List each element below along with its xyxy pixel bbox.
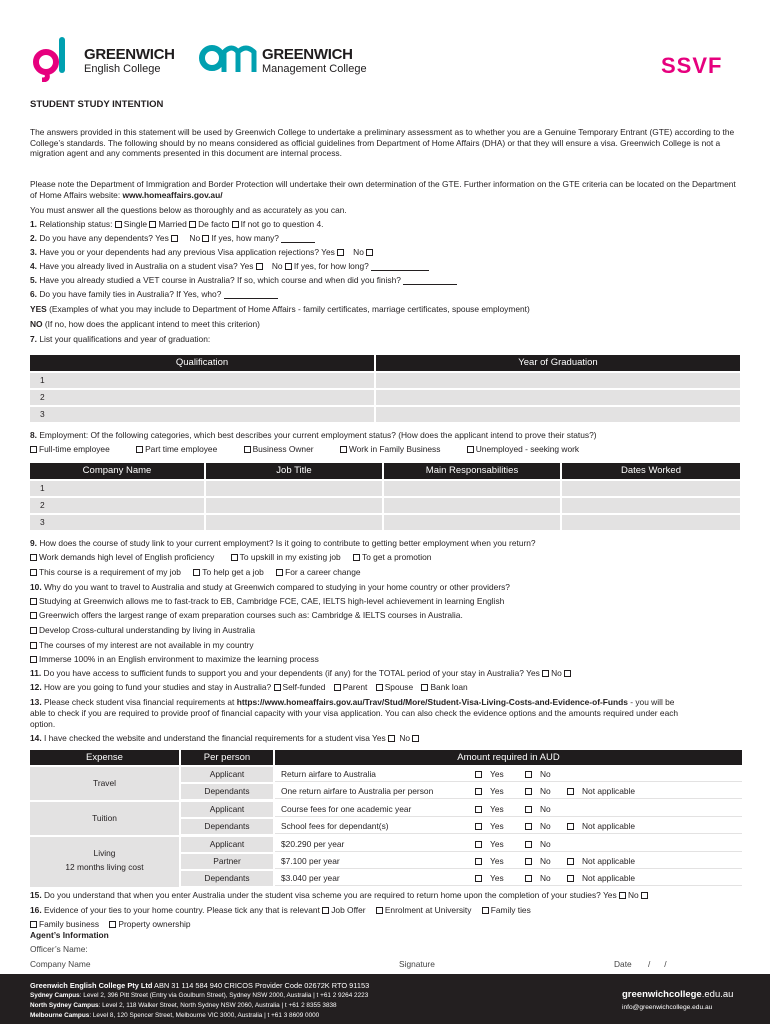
per-person-cell: Applicant (181, 802, 273, 817)
checkbox-yes-option[interactable] (475, 767, 504, 782)
note-text: Please note the Department of Immigration and Border Protection will undertake their own determination of the GTE. Further information on the GTE criteria can be located on the Department of Home Affairs website: (30, 179, 736, 200)
checkbox-no[interactable] (525, 841, 532, 848)
table-row[interactable]: 3 (30, 515, 204, 530)
amount-desc: One return airfare to Australia per person (281, 786, 434, 796)
checkbox-no-label: No (540, 786, 551, 796)
checkbox-promotion[interactable] (353, 554, 360, 561)
table-row[interactable]: 1 (30, 373, 374, 388)
checkbox-family-business-tie[interactable] (30, 921, 37, 928)
question-2: 2. Do you have any dependents? Yes No If yes, how many? (30, 233, 315, 244)
question-9: 9. How does the course of study link to your current employment? Is it going to contribute to getting better employment when you return? (30, 538, 536, 548)
q8-options: Full-time employee Part time employee Business Owner Work in Family Business Unemployed - seeking work (30, 444, 579, 455)
checkbox-no-option[interactable] (525, 802, 551, 817)
table-row[interactable]: 2 (30, 390, 374, 405)
checkbox-not-applicable-label: Not applicable (582, 856, 636, 866)
checkbox-not-applicable-label: Not applicable (582, 821, 636, 831)
checkbox-q4-no[interactable] (285, 263, 292, 270)
question-4: 4. Have you already lived in Australia on a student visa? Yes No If yes, for how long? (30, 261, 429, 272)
checkbox-job-offer[interactable] (322, 907, 329, 914)
checkbox-unemployed[interactable] (467, 446, 474, 453)
question-13-cont: able to check if you are required to provide proof of financial capacity with your visa application. You can also check the evidence options and the amounts required under each (30, 708, 679, 718)
q5-course-field[interactable] (403, 277, 457, 285)
q16-options-2: Family business Property ownership (30, 919, 191, 930)
checkbox-q11-no[interactable] (564, 670, 571, 677)
checkbox-spouse[interactable] (376, 684, 383, 691)
checkbox-q14-yes[interactable] (388, 735, 395, 742)
question-11: 11. Do you have access to sufficient funds to support you and your dependents (if any) for the TOTAL period of your stay in Australia? Yes No (30, 668, 573, 679)
per-person-cell: Applicant (181, 837, 273, 852)
checkbox-yes[interactable] (475, 841, 482, 848)
checkbox-not-applicable-option[interactable] (567, 819, 635, 834)
checkbox-no-option[interactable] (525, 767, 551, 782)
checkbox-no-label: No (540, 804, 551, 814)
checkbox-not-applicable[interactable] (567, 875, 574, 882)
checkbox-q2-no[interactable] (202, 235, 209, 242)
table-row[interactable]: 1 (30, 481, 204, 496)
q2-how-many-field[interactable] (281, 235, 315, 243)
checkbox-yes[interactable] (475, 788, 482, 795)
checkbox-bank-loan[interactable] (421, 684, 428, 691)
checkbox-q15-no[interactable] (641, 892, 648, 899)
checkbox-not-applicable-option[interactable] (567, 871, 635, 886)
logo-greenwich-english (32, 36, 192, 86)
checkbox-yes-label: Yes (490, 804, 504, 814)
financial-requirements-link[interactable]: https://www.homeaffairs.gov.au/Trav/Stud/More/Student-Visa-Living-Costs-and-Evidence-of-Funds (236, 697, 628, 707)
checkbox-yes[interactable] (475, 858, 482, 865)
checkbox-requirement[interactable] (30, 569, 37, 576)
amount-row (275, 784, 742, 799)
checkbox-yes-option[interactable] (475, 784, 504, 799)
checkbox-not-applicable-option[interactable] (567, 854, 635, 869)
q10-option-4: The courses of my interest are not available in my country (30, 640, 254, 651)
checkbox-no[interactable] (525, 806, 532, 813)
checkbox-parent[interactable] (334, 684, 341, 691)
checkbox-no-option[interactable] (525, 819, 551, 834)
checkbox-yes-option[interactable] (475, 802, 504, 817)
checkbox-no-label: No (540, 839, 551, 849)
checkbox-not-applicable-label: Not applicable (582, 873, 636, 883)
logo1-name: GREENWICH (84, 46, 175, 63)
amount-desc: $7.100 per year (281, 856, 340, 866)
checkbox-family-ties[interactable] (482, 907, 489, 914)
checkbox-no[interactable] (525, 771, 532, 778)
question-1: 1. Relationship status: Single Married De facto If not go to question 4. (30, 219, 324, 229)
job-title-header: Job Title (206, 463, 382, 479)
checkbox-yes-option[interactable] (475, 854, 504, 869)
expense-header: Expense (30, 750, 179, 765)
financial-table (30, 750, 742, 888)
qualification-header: Qualification (30, 355, 374, 371)
checkbox-business-owner[interactable] (244, 446, 251, 453)
checkbox-married[interactable] (149, 221, 156, 228)
q10-option-3: Develop Cross-cultural understanding by living in Australia (30, 625, 255, 636)
amount-row (275, 871, 742, 886)
amount-desc: $3.040 per year (281, 873, 340, 883)
logo2-sub: Management College (262, 63, 367, 75)
checkbox-yes[interactable] (475, 823, 482, 830)
agent-info-title: Agent’s Information (30, 930, 109, 940)
home-affairs-link[interactable]: www.homeaffairs.gov.au/ (122, 189, 223, 200)
dates-worked-header: Dates Worked (562, 463, 740, 479)
per-person-header: Per person (181, 750, 273, 765)
checkbox-yes-label: Yes (490, 821, 504, 831)
checkbox-q3-no[interactable] (366, 249, 373, 256)
checkbox-no-label: No (540, 821, 551, 831)
checkbox-yes-label: Yes (490, 769, 504, 779)
logo-greenwich-management (198, 38, 378, 88)
page-title: STUDENT STUDY INTENTION (30, 99, 164, 110)
must-answer-text: You must answer all the questions below as thoroughly and as accurately as you can. (30, 205, 347, 215)
checkbox-q15-yes[interactable] (619, 892, 626, 899)
checkbox-get-job[interactable] (193, 569, 200, 576)
checkbox-yes-option[interactable] (475, 871, 504, 886)
gm-logo-mark (198, 38, 260, 82)
checkbox-no[interactable] (525, 788, 532, 795)
checkbox-full-time[interactable] (30, 446, 37, 453)
logo1-sub: English College (84, 63, 161, 75)
checkbox-upskill[interactable] (231, 554, 238, 561)
checkbox-yes-option[interactable] (475, 819, 504, 834)
checkbox-yes[interactable] (475, 875, 482, 882)
amount-row (275, 802, 742, 817)
living-cell: Living 12 months living cost (30, 837, 179, 887)
per-person-cell: Applicant (181, 767, 273, 782)
question-3: 3. Have you or your dependents had any previous Visa application rejections? Yes No (30, 247, 375, 258)
tuition-cell: Tuition (30, 802, 179, 835)
checkbox-cross-cultural[interactable] (30, 627, 37, 634)
checkbox-family-business[interactable] (340, 446, 347, 453)
per-person-cell: Dependants (181, 784, 273, 799)
question-8: 8. Employment: Of the following categories, which best describes your current employment status? (How does the applicant intend to prove their status?) (30, 430, 597, 440)
footer-melbourne: Melbourne Campus: Level 8, 120 Spencer Street, Melbourne VIC 3000, Australia | t +61 3 8609 0000 (30, 1012, 320, 1019)
company-name-header: Company Name (30, 463, 204, 479)
checkbox-immerse[interactable] (30, 656, 37, 663)
q6-who-field[interactable] (224, 291, 278, 299)
date-label: Date / / (614, 959, 667, 969)
officer-name-label: Officer’s Name: (30, 944, 88, 954)
employment-table (28, 461, 742, 532)
checkbox-no-option[interactable] (525, 784, 551, 799)
checkbox-yes-label: Yes (490, 786, 504, 796)
checkbox-property[interactable] (109, 921, 116, 928)
amount-row (275, 767, 742, 782)
checkbox-not-applicable[interactable] (567, 858, 574, 865)
question-12: 12. How are you going to fund your studies and stay in Australia? Self-funded Parent Spouse Bank loan (30, 682, 468, 692)
checkbox-enrolment[interactable] (376, 907, 383, 914)
footer-email[interactable]: info@greenwichcollege.edu.au (622, 1004, 713, 1011)
question-10: 10. Why do you want to travel to Australia and study at Greenwich compared to studying in your home country or other providers? (30, 582, 510, 592)
checkbox-yes-label: Yes (490, 839, 504, 849)
question-15: 15. Do you understand that when you enter Australia under the student visa scheme you are required to return home upon the completion of your studies? Yes No (30, 890, 650, 901)
checkbox-no-label: No (540, 856, 551, 866)
checkbox-not-applicable-label: Not applicable (582, 786, 636, 796)
checkbox-no-option[interactable] (525, 837, 551, 852)
table-row[interactable]: 3 (30, 407, 374, 422)
q9-options-1: Work demands high level of English proficiency To upskill in my existing job To get a promotion (30, 552, 431, 563)
per-person-cell: Partner (181, 854, 273, 869)
q10-option-5: Immerse 100% in an English environment to maximize the learning process (30, 654, 319, 665)
checkbox-no-option[interactable] (525, 871, 551, 886)
checkbox-part-time[interactable] (136, 446, 143, 453)
question-6: 6. Do you have family ties in Australia? If Yes, who? (30, 289, 278, 300)
q9-options-2: This course is a requirement of my job To help get a job For a career change (30, 567, 361, 578)
checkbox-not-applicable[interactable] (567, 788, 574, 795)
q10-option-2: Greenwich offers the largest range of exam preparation courses such as: Cambridge & IELTS courses in Australia. (30, 610, 463, 621)
checkbox-q14-no[interactable] (412, 735, 419, 742)
q10-option-1: Studying at Greenwich allows me to fast-track to EB, Cambridge FCE, CAE, IELTS high-level achievement in learning English (30, 596, 504, 607)
intro-paragraph: The answers provided in this statement will be used by Greenwich College to undertake a preliminary assessment as to whether you are a Genuine Temporary Entrant (GTE) according to the College’s standards. The following should by no means considered as official guidelines from Department of Home Affairs (DHA) or that they will ensure a visa. Greenwich College is not a migration agent and any comments presented in this document are internal process. (30, 127, 735, 158)
footer-north-sydney: North Sydney Campus: Level 2, 118 Walker Street, North Sydney NSW 2060, Australia | t +61 2 8355 3838 (30, 1002, 337, 1009)
checkbox-no[interactable] (525, 858, 532, 865)
checkbox-no-label: No (540, 769, 551, 779)
checkbox-if-not[interactable] (232, 221, 239, 228)
amount-row (275, 819, 742, 834)
table-cell[interactable] (376, 407, 740, 422)
amount-header: Amount required in AUD (275, 750, 742, 765)
checkbox-no-label: No (540, 873, 551, 883)
per-person-cell: Dependants (181, 871, 273, 886)
amount-row (275, 837, 742, 852)
checkbox-english-proficiency[interactable] (30, 554, 37, 561)
checkbox-yes-label: Yes (490, 856, 504, 866)
gc-logo-mark (32, 36, 80, 82)
checkbox-yes[interactable] (475, 806, 482, 813)
question-13: 13. Please check student visa financial requirements at https://www.homeaffairs.gov.au/Trav/Stud/More/Student-Visa-Living-Costs-and-Evidence-of-Funds - you will be (30, 697, 675, 707)
checkbox-exam-prep[interactable] (30, 612, 37, 619)
amount-desc: Course fees for one academic year (281, 804, 412, 814)
checkbox-not-applicable[interactable] (567, 823, 574, 830)
checkbox-yes[interactable] (475, 771, 482, 778)
question-13-cont2: option. (30, 719, 56, 729)
table-cell[interactable] (376, 390, 740, 405)
checkbox-career-change[interactable] (276, 569, 283, 576)
checkbox-de-facto[interactable] (189, 221, 196, 228)
checkbox-q3-yes[interactable] (337, 249, 344, 256)
company-name-label: Company Name (30, 959, 91, 969)
amount-desc: $20.290 per year (281, 839, 345, 849)
checkbox-yes-label: Yes (490, 873, 504, 883)
yes-line: YES (Examples of what you may include to Department of Home Affairs - family certificates, marriage certificates, spouse employment) (30, 304, 530, 314)
signature-label: Signature (399, 959, 435, 969)
checkbox-q2-yes[interactable] (171, 235, 178, 242)
checkbox-no-option[interactable] (525, 854, 551, 869)
question-14: 14. I have checked the website and understand the financial requirements for a student visa Yes No (30, 733, 421, 744)
checkbox-yes-option[interactable] (475, 837, 504, 852)
checkbox-no[interactable] (525, 823, 532, 830)
checkbox-self-funded[interactable] (274, 684, 281, 691)
amount-desc: Return airfare to Australia (281, 769, 376, 779)
footer-company-line: Greenwich English College Pty Ltd ABN 31 114 584 940 CRICOS Provider Code 02672K RTO 91153 (30, 981, 370, 990)
logo2-name: GREENWICH (262, 46, 353, 63)
question-5: 5. Have you already studied a VET course in Australia? If so, which course and when did you finish? (30, 275, 457, 286)
logo-ssvf: SSVF (661, 53, 723, 78)
question-7: 7. List your qualifications and year of graduation: (30, 334, 211, 344)
amount-desc: School fees for dependant(s) (281, 821, 389, 831)
travel-cell: Travel (30, 767, 179, 800)
amount-row (275, 854, 742, 869)
note-paragraph (30, 179, 742, 200)
table-row[interactable]: 2 (30, 498, 204, 513)
q4-how-long-field[interactable] (371, 263, 429, 271)
year-header: Year of Graduation (376, 355, 740, 371)
responsibilities-header: Main Responsabilities (384, 463, 560, 479)
footer-website[interactable]: greenwichcollege.edu.au (622, 989, 734, 1000)
no-line: NO (If no, how does the applicant intend to meet this criterion) (30, 319, 260, 329)
qualification-table (28, 353, 742, 424)
footer-sydney: Sydney Campus: Level 2, 396 Pitt Street (Entry via Goulburn Street), Sydney NSW 2000, Australia | t +61 2 9264 2223 (30, 992, 369, 999)
checkbox-q11-yes[interactable] (542, 670, 549, 677)
checkbox-q4-yes[interactable] (256, 263, 263, 270)
table-cell[interactable] (376, 373, 740, 388)
checkbox-no[interactable] (525, 875, 532, 882)
checkbox-fast-track[interactable] (30, 598, 37, 605)
footer (0, 974, 770, 1024)
question-16: 16. Evidence of your ties to your home country. Please tick any that is relevant Job Offer Enrolment at University Family ties (30, 905, 531, 915)
checkbox-not-available[interactable] (30, 642, 37, 649)
per-person-cell: Dependants (181, 819, 273, 834)
checkbox-not-applicable-option[interactable] (567, 784, 635, 799)
checkbox-single[interactable] (115, 221, 122, 228)
